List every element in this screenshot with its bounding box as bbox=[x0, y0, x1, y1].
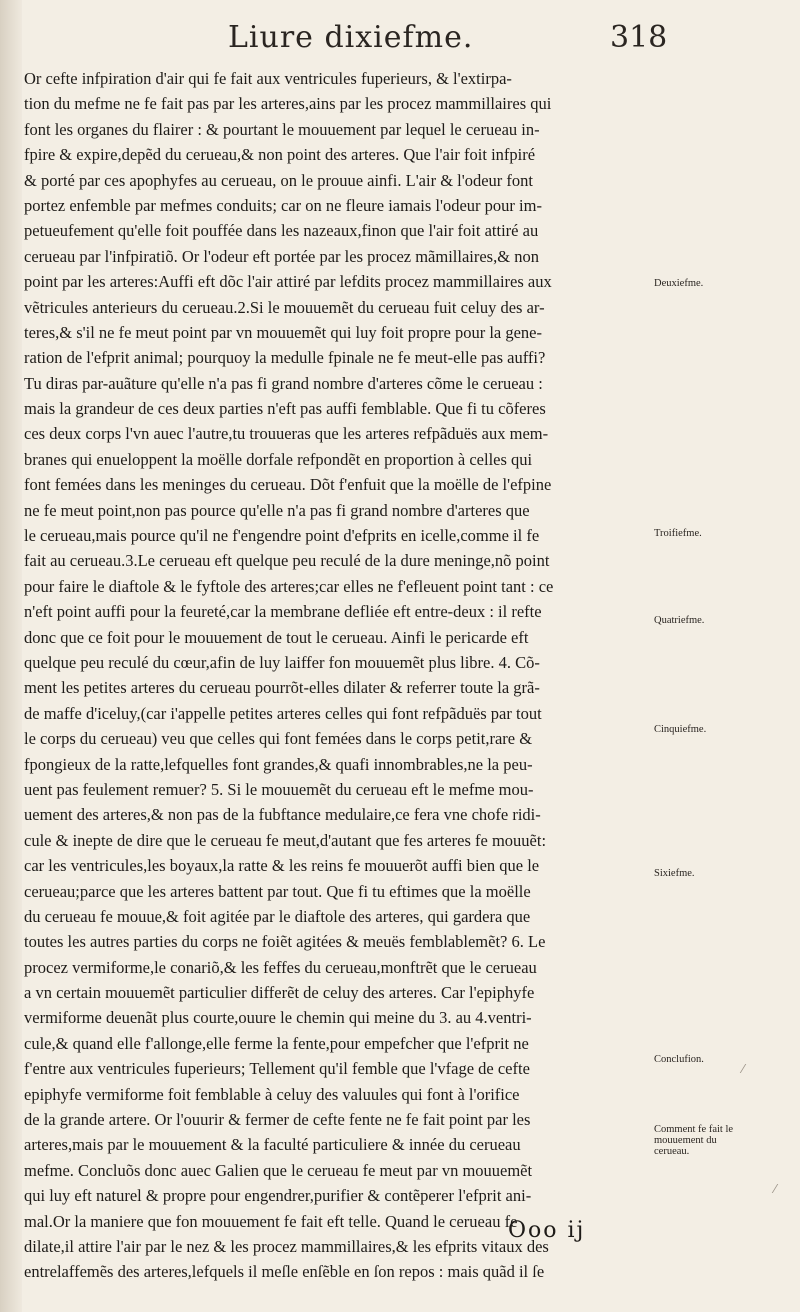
margin-note-deuxiesme: Deuxiefme. bbox=[654, 278, 704, 289]
text-line: qui luy eft naturel & propre pour engendrer,purifier & contẽperer l'efprit ani- bbox=[24, 1186, 532, 1206]
page-number: 318 bbox=[610, 20, 668, 55]
text-line: du cerueau fe mouue,& foit agitée par le diaftole des arteres, qui gardera que bbox=[24, 906, 531, 926]
text-line: portez enfemble par mefmes conduits; car on ne fleure iamais l'odeur pour im- bbox=[24, 195, 542, 215]
text-line: font les organes du flairer : & pourtant le mouuement par lequel le cerueau in- bbox=[24, 119, 540, 139]
margin-note-conclusion: Conclufion. bbox=[654, 1054, 704, 1065]
text-line: entrelaffemẽs des arteres,lefquels il meſle enſẽble en ſon repos : mais quãd il ſe bbox=[24, 1262, 545, 1282]
text-line: fpire & expire,depẽd du cerueau,& non point des arteres. Que l'air foit infpiré bbox=[24, 145, 536, 165]
text-line: point par les arteres:Auffi eft dõc l'air attiré par lefdits procez mammillaires aux bbox=[24, 272, 552, 292]
text-line: Tu diras par-auãture qu'elle n'a pas fi grand nombre d'arteres cõme le cerueau : bbox=[24, 373, 543, 393]
text-line: cule,& quand elle f'allonge,elle ferme la fente,pour empefcher que l'efprit ne bbox=[24, 1033, 529, 1053]
text-line: vẽtricules anterieurs du cerueau.2.Si le mouuemẽt du cerueau fuit celuy des ar- bbox=[24, 297, 545, 317]
text-line: le cerueau,mais pource qu'il ne f'engendre point d'efprits en icelle,comme il fe bbox=[24, 526, 540, 546]
text-line: le corps du cerueau) veu que celles qui font femées dans le corps petit,rare & bbox=[24, 729, 533, 749]
text-line: cerueau par l'infpiratiõ. Or l'odeur eft portée par les procez mãmillaires,& non bbox=[24, 246, 539, 266]
text-line: ment les petites arteres du cerueau pourrõt-elles dilater & referrer toute la grã- bbox=[24, 678, 540, 698]
text-line: car les ventricules,les boyaux,la ratte & les reins fe mouuerõt auffi bien que le bbox=[24, 856, 540, 876]
margin-note-comment: Comment fe fait le mouuement du cerueau. bbox=[654, 1124, 734, 1157]
text-line: f'entre aux ventricules fuperieurs; Tellement qu'il femble que l'vfage de cefte bbox=[24, 1059, 530, 1079]
body-text-block bbox=[24, 66, 646, 1285]
text-line: mais la grandeur de ces deux parties n'eft pas auffi femblable. Que fi tu cõferes bbox=[24, 399, 546, 419]
text-line: teres,& s'il ne fe meut point par vn mouuemẽt qui luy foit propre pour la gene- bbox=[24, 322, 543, 342]
text-line: mal.Or la maniere que fon mouuement fe fait eft telle. Quand le cerueau fe bbox=[24, 1211, 518, 1231]
text-line: procez vermiforme,le conariõ,& les feffes du cerueau,monftrẽt que le cerueau bbox=[24, 957, 537, 977]
text-line: Or cefte infpiration d'air qui fe fait aux ventricules fuperieurs, & l'extirpa- bbox=[24, 69, 512, 88]
text-line: arteres,mais par le mouuement & la faculté particuliere & innée du cerueau bbox=[24, 1135, 521, 1155]
margin-note-sixiesme: Sixiefme. bbox=[654, 868, 695, 879]
text-line: fpongieux de la ratte,lefquelles font grandes,& quafi innombrables,ne la peu- bbox=[24, 754, 533, 774]
text-line: tion du mefme ne fe fait pas par les arteres,ains par les procez mammillaires qui bbox=[24, 94, 552, 114]
text-line: mefme. Concluõs donc auec Galien que le cerueau fe meut par vn mouuemẽt bbox=[24, 1160, 533, 1180]
text-line: quelque peu reculé du cœur,afin de luy laiffer fon mouuemẽt plus libre. 4. Cõ- bbox=[24, 652, 540, 672]
text-line: cule & inepte de dire que le cerueau fe meut,d'autant que fes arteres fe mouuẽt: bbox=[24, 830, 547, 850]
text-line: dilate,il attire l'air par le nez & les procez mammillaires,& les efprits vitaux des bbox=[24, 1236, 549, 1256]
text-line: font femées dans les meninges du cerueau. Dõt f'enfuit que la moëlle de l'efpine bbox=[24, 475, 552, 495]
text-line: fait au cerueau.3.Le cerueau eft quelque peu reculé de la dure meninge,nõ point bbox=[24, 551, 550, 571]
text-line: uent pas feulement remuer? 5. Si le mouuemẽt du cerueau eft le mefme mou- bbox=[24, 779, 534, 799]
text-line: petueufement qu'elle foit pouffée dans les nazeaux,finon que l'air foit attiré au bbox=[24, 221, 539, 241]
running-head: Liure dixiefme. bbox=[228, 20, 474, 55]
text-line: de maffe d'iceluy,(car i'appelle petites arteres celles qui font refpãduës par tout bbox=[24, 703, 542, 723]
page-gutter-shadow bbox=[0, 0, 22, 1312]
text-line: ces deux corps l'vn auec l'autre,tu trouueras que les arteres refpãduës aux mem- bbox=[24, 424, 549, 444]
text-line: ration de l'efprit animal; pourquoy la medulle fpinale ne fe meut-elle pas auffi? bbox=[24, 348, 546, 368]
text-line: ne fe meut point,non pas pource qu'elle n'a pas fi grand nombre d'arteres que bbox=[24, 500, 530, 520]
text-line: a vn certain mouuemẽt particulier differẽt de celuy des arteres. Car l'epiphyfe bbox=[24, 983, 535, 1003]
text-line: epiphyfe vermiforme foit femblable à celuy des valuules qui font à l'orifice bbox=[24, 1084, 520, 1104]
text-line: cerueau;parce que les arteres battent par tout. Que fi tu eftimes que la moëlle bbox=[24, 881, 531, 901]
text-line: n'eft point auffi pour la feureté,car la membrane defliée eft entre-deux : il refte bbox=[24, 602, 542, 622]
text-line: toutes les autres parties du corps ne foiẽt agitées & meuës femblablemẽt? 6. Le bbox=[24, 932, 546, 952]
stray-ink-mark: ⁄ bbox=[774, 1182, 777, 1196]
text-line: branes qui enueloppent la moëlle dorfale refpondẽt en proportion à celles qui bbox=[24, 449, 533, 469]
signature-mark: Ooo ij bbox=[508, 1218, 586, 1243]
margin-note-quatriesme: Quatriefme. bbox=[654, 615, 705, 626]
text-line: pour faire le diaftole & le fyftole des arteres;car elles ne f'efleuent point tant : ce bbox=[24, 576, 554, 596]
text-line: vermiforme deuenãt plus courte,ouure le chemin qui meine du 3. au 4.ventri- bbox=[24, 1008, 532, 1028]
text-line: donc que ce foit pour le mouuement de tout le cerueau. Ainfi le pericarde eft bbox=[24, 627, 529, 647]
text-line: uement des arteres,& non pas de la fubftance medulaire,ce fera vne chofe ridi- bbox=[24, 805, 541, 825]
text-line: de la grande artere. Or l'ouurir & fermer de cefte fente ne fe fait point par les bbox=[24, 1110, 531, 1130]
text-line: & porté par ces apophyfes au cerueau, on le prouue ainfi. L'air & l'odeur font bbox=[24, 170, 534, 190]
stray-ink-mark: ⁄ bbox=[742, 1062, 745, 1076]
margin-note-cinquiesme: Cinquiefme. bbox=[654, 724, 707, 735]
margin-note-troisiesme: Troifiefme. bbox=[654, 528, 702, 539]
